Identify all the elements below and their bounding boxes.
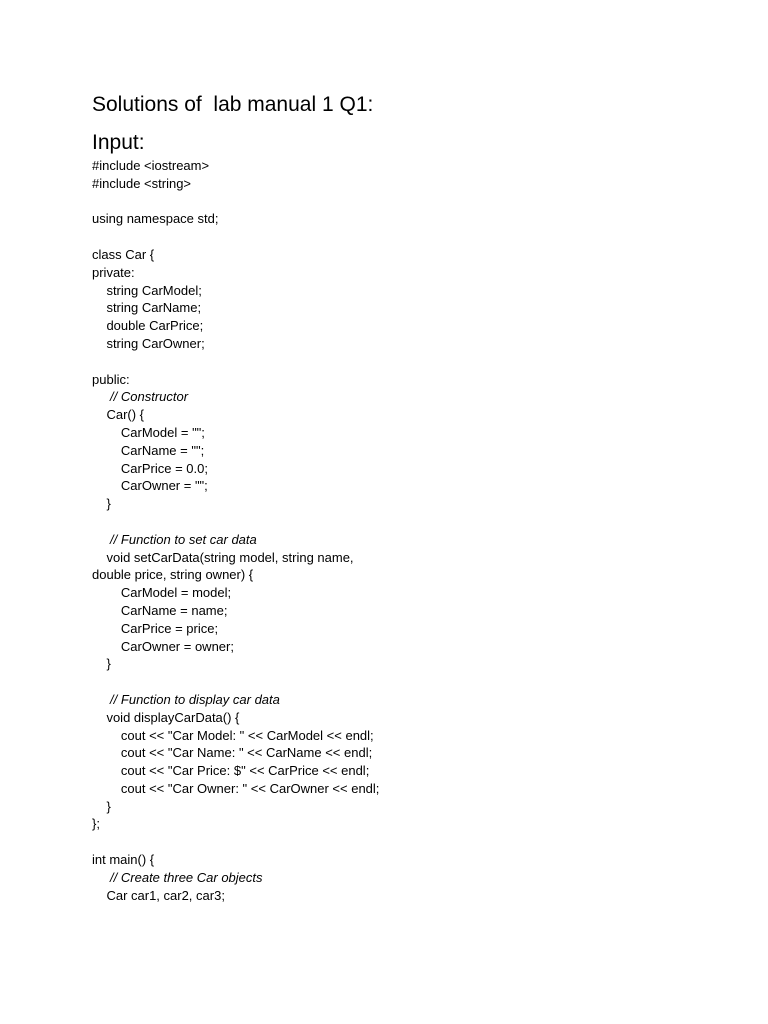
code-line [92, 513, 692, 531]
code-comment-line: // Function to set car data [92, 531, 257, 547]
code-line: }; [92, 816, 100, 832]
code-line: string CarModel; [92, 282, 202, 298]
code-comment-line: // Function to display car data [92, 691, 280, 707]
code-line: CarOwner = ""; [92, 478, 208, 494]
code-line: string CarName; [92, 300, 202, 316]
code-line: } [92, 496, 111, 512]
code-line: CarName = name; [92, 602, 228, 618]
code-line: cout << "Car Price: $" << CarPrice << endl; [92, 763, 370, 779]
code-line: CarPrice = 0.0; [92, 460, 208, 476]
code-line [92, 833, 692, 851]
code-line: cout << "Car Owner: " << CarOwner << endl; [92, 780, 380, 796]
code-line: void displayCarData() { [92, 709, 240, 725]
code-comment-line: // Constructor [92, 389, 189, 405]
code-line: CarOwner = owner; [92, 638, 234, 654]
code-line: } [92, 798, 111, 814]
document-title: Solutions of lab manual 1 Q1: [92, 93, 374, 116]
code-line: cout << "Car Model: " << CarModel << endl; [92, 727, 374, 743]
code-line [92, 193, 692, 211]
code-line: using namespace std; [92, 211, 219, 227]
code-line: } [92, 656, 111, 672]
code-line: class Car { [92, 246, 155, 262]
code-line: private: [92, 264, 135, 280]
code-line: public: [92, 371, 130, 387]
code-line: #include <iostream> [92, 158, 210, 173]
input-heading: Input: [92, 131, 145, 154]
code-line: double price, string owner) { [92, 567, 254, 583]
code-line [92, 353, 692, 371]
code-line: double CarPrice; [92, 318, 204, 334]
code-block [92, 157, 692, 904]
code-line: void setCarData(string model, string name, [92, 549, 354, 565]
code-comment-line: // Create three Car objects [92, 869, 263, 885]
code-line: #include <string> [92, 175, 192, 191]
code-line: CarModel = model; [92, 585, 232, 601]
code-line [92, 228, 692, 246]
code-line: Car car1, car2, car3; [92, 887, 225, 903]
code-line: int main() { [92, 852, 155, 868]
code-line: cout << "Car Name: " << CarName << endl; [92, 745, 373, 761]
code-line: CarName = ""; [92, 442, 205, 458]
code-line [92, 673, 692, 691]
code-line: CarPrice = price; [92, 620, 219, 636]
code-line: Car() { [92, 407, 145, 423]
code-line: CarModel = ""; [92, 424, 205, 440]
code-line: string CarOwner; [92, 335, 205, 351]
